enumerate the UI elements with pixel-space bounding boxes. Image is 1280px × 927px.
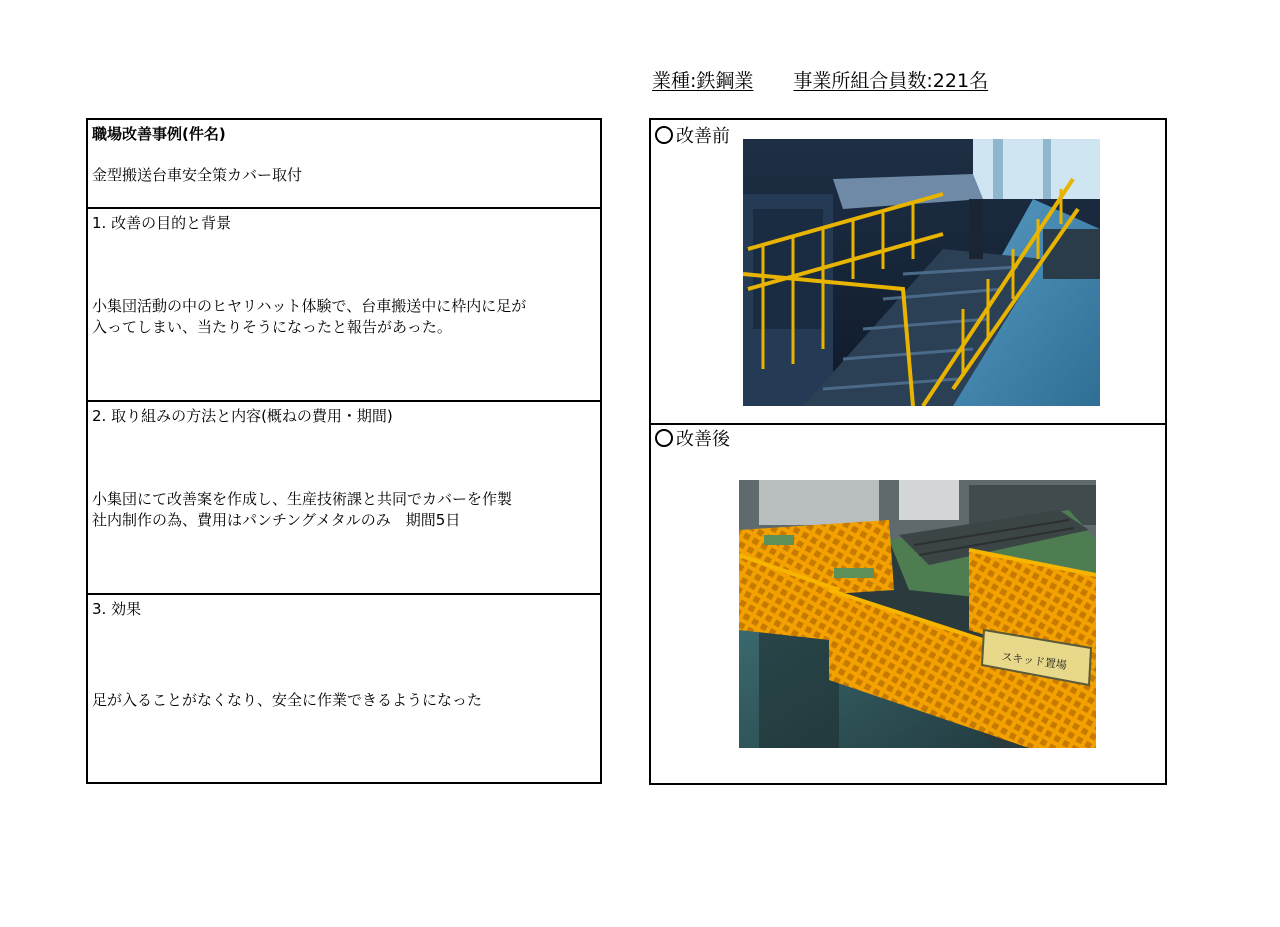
- after-section: [651, 423, 1165, 783]
- effect-heading: 3. 効果: [92, 600, 142, 618]
- purpose-line-2: 入ってしまい、当たりそうになったと報告があった。: [92, 318, 452, 336]
- after-sign-text: スキッド置場: [1000, 650, 1068, 673]
- effect-section: [88, 593, 600, 782]
- after-label: 改善後: [655, 425, 730, 451]
- header-line: [652, 66, 988, 93]
- method-line-1: 小集団にて改善案を作成し、生産技術課と共同でカバーを作製: [92, 490, 513, 508]
- case-table: [86, 118, 602, 784]
- method-line-2: 社内制作の為、費用はパンチングメタルのみ 期間5日: [92, 511, 461, 529]
- method-section: [88, 400, 600, 593]
- purpose-section: [88, 207, 600, 400]
- case-title-label: 職場改善事例(件名): [92, 125, 226, 143]
- purpose-heading: 1. 改善の目的と背景: [92, 214, 232, 232]
- purpose-line-1: 小集団活動の中のヒヤリハット体験で、台車搬送中に枠内に足が: [92, 297, 527, 315]
- case-title-section: [88, 120, 600, 207]
- member-count-label: 事業所組合員数:221名: [793, 70, 989, 92]
- industry-label: 業種:鉄鋼業: [652, 70, 754, 92]
- effect-line-1: 足が入ることがなくなり、安全に作業できるようになった: [92, 691, 483, 709]
- photo-table: [649, 118, 1167, 785]
- before-photo: [743, 139, 1100, 406]
- circle-marker-icon: [655, 429, 673, 447]
- method-heading: 2. 取り組みの方法と内容(概ねの費用・期間): [92, 407, 393, 425]
- case-title-value: 金型搬送台車安全策カバー取付: [92, 166, 303, 184]
- before-section: [651, 120, 1165, 425]
- effect-text: [92, 690, 482, 711]
- method-text: [92, 489, 512, 531]
- purpose-text: [92, 296, 526, 338]
- before-label: 改善前: [655, 122, 730, 148]
- circle-marker-icon: [655, 126, 673, 144]
- after-photo: [739, 480, 1096, 748]
